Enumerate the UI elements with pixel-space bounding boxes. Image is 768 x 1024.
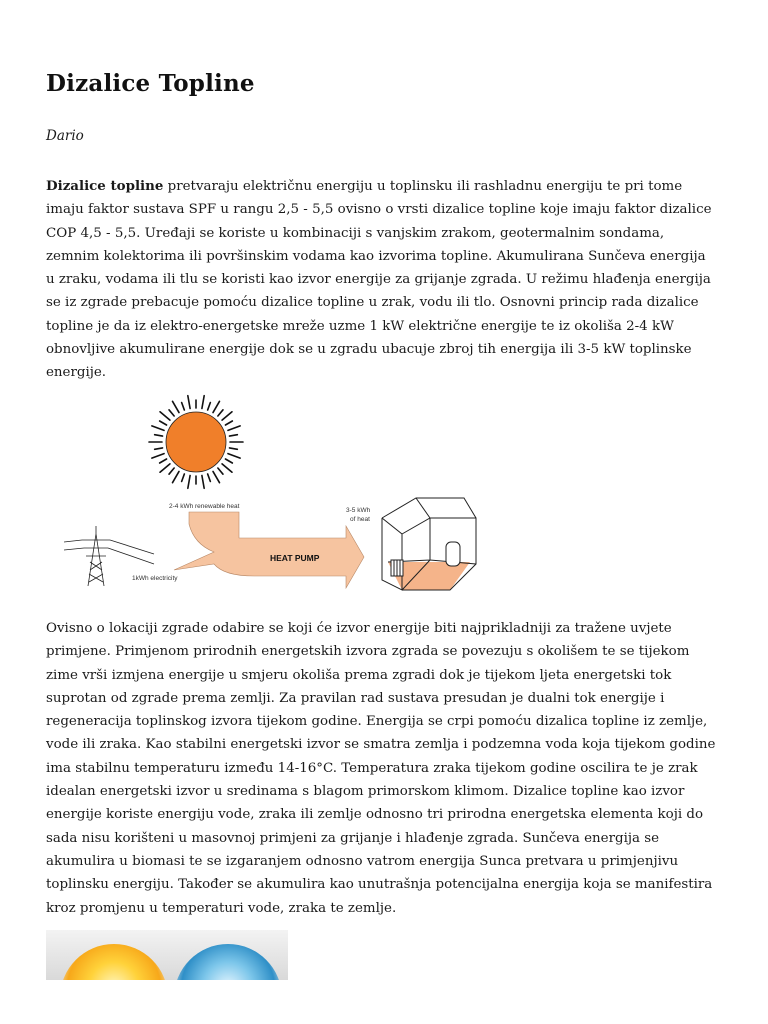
sun-ray <box>182 403 185 411</box>
sun-ray <box>173 401 180 412</box>
body-line: vode ili zraka. Kao stabilni energetski izvor se smatra zemlja i podzemna voda koja tijekom godine <box>46 737 716 753</box>
body-paragraph <box>46 617 722 920</box>
sun-ray <box>225 459 232 463</box>
elements-image <box>46 930 288 980</box>
body-line: idealan energetski izvor u sredinama s blagom primorskom klimom. Dizalice topline kao izvor <box>46 784 685 800</box>
intro-line: topline je da iz elektro-energetske mreže uzme 1 kW električne energije te iz okoliša 2-4 kW <box>46 318 674 334</box>
sun-ray <box>155 435 163 436</box>
house-icon <box>382 498 476 590</box>
page-title: Dizalice Topline <box>46 70 255 97</box>
sun-ray <box>160 464 170 472</box>
intro-line: se iz zgrade prebacuje pomoću dizalice topline u zrak, vodu ili tlo. Osnovni princip rada dizalice <box>46 295 699 311</box>
sun-ray <box>152 426 164 430</box>
heat-output-label-line2: of heat <box>350 516 370 523</box>
intro-line: zemnim kolektorima ili površinskim vodama kao izvorima topline. Akumulirana Sunčeva energija <box>46 248 706 264</box>
sun-ray <box>228 454 240 458</box>
intro-paragraph <box>46 175 722 385</box>
body-line: energije koriste energiju vode, zraka ili zemlje odnosno tri prirodna energetska elementa koji do <box>46 807 704 823</box>
intro-line-text: pretvaraju električnu energiju u toplinsku ili rashladnu energiju te pri tome <box>163 179 683 194</box>
sun-ray <box>225 421 232 425</box>
author-name: Dario <box>46 128 84 144</box>
intro-line <box>46 175 722 198</box>
intro-line: imaju faktor sustava SPF u rangu 2,5 - 5,5 ovisno o vrsti dizalice topline koje imaju faktor dizalice <box>46 202 712 218</box>
sun-ray <box>169 468 174 474</box>
body-line: regeneracija toplinskog izvora tijekom godine. Energija se crpi pomoću dizalica topline iz zemlje, <box>46 714 708 730</box>
body-line: primjene. Primjenom prirodnih energetskih izvora zgrada se povezuju s okolišem te se tijekom <box>46 644 690 660</box>
sun-ray <box>218 410 223 416</box>
body-line: ima stabilnu temperaturu između 14-16°C. Temperatura zraka tijekom godine oscilira te je zrak <box>46 760 698 776</box>
heat-pump-label: HEAT PUMP <box>270 553 320 563</box>
sun-ray <box>208 403 211 411</box>
sun-ray <box>155 448 163 449</box>
sun-ray <box>160 412 170 420</box>
sun-ray <box>218 468 223 474</box>
sun-ray <box>188 396 190 409</box>
sun-ray <box>228 426 240 430</box>
body-line: suprotan od zgrade prema zemlji. Za pravilan rad sustava presudan je dualni tok energije i <box>46 690 665 706</box>
body-line: toplinsku energiju. Također se akumulira kao unutrašnja potencijalna energija koja se manifestira <box>46 877 713 893</box>
body-line: sada nisu korišteni u masovnoj primjeni za grijanje i hlađenje zgrada. Sunčeva energija se <box>46 830 660 846</box>
sun-ray <box>169 410 174 416</box>
body-line: zime vrši izmjena energije u smjeru okoliša prema zgradi dok je tijekom ljeta energetski tok <box>46 667 672 683</box>
intro-line: obnovljive akumulirane energije dok se u zgradu ubacuje zbroj tih energija ili 3-5 kW toplinske <box>46 342 692 358</box>
intro-line: energije. <box>46 365 107 381</box>
electricity-label: 1kWh electricity <box>132 575 178 582</box>
sun-ray <box>213 471 220 482</box>
sun-ray <box>202 396 204 409</box>
sun-ray <box>173 471 180 482</box>
sun-ray <box>213 401 220 412</box>
sun-ray <box>229 435 237 436</box>
sun-ray <box>208 474 211 482</box>
heat-output-label-line1: 3-5 kWh <box>346 507 371 514</box>
intro-line: COP 4,5 - 5,5. Uređaji se koriste u kombinaciji s vanjskim zrakom, geotermalnim sondama, <box>46 225 665 241</box>
fire-orb-image <box>60 944 168 980</box>
renewable-heat-label: 2-4 kWh renewable heat <box>169 503 240 510</box>
sun-ray <box>152 454 164 458</box>
sun-ray <box>160 459 167 463</box>
sun-ray <box>188 475 190 488</box>
sun-ray <box>229 448 237 449</box>
sun-ray <box>182 474 185 482</box>
intro-line: u zraku, vodama ili tlu se koristi kao izvor energije za grijanje zgrada. U režimu hlađenja energija <box>46 272 711 288</box>
sun-ray <box>160 421 167 425</box>
body-line: Ovisno o lokaciji zgrade odabire se koji će izvor energije biti najprikladniji za tražene uvjete <box>46 621 672 636</box>
sun-icon <box>149 396 243 489</box>
water-orb-image <box>174 944 282 980</box>
heat-pump-arrow <box>174 512 364 588</box>
intro-bold-term: Dizalice topline <box>46 178 164 194</box>
body-line: akumulira u biomasi te se izgaranjem odnosno vatrom energija Sunca pretvara u primjenjivu <box>46 853 679 869</box>
sun-ray <box>222 412 232 420</box>
sun-ray <box>202 475 204 488</box>
sun-ray <box>222 464 232 472</box>
heat-pump-diagram <box>64 394 494 604</box>
body-line: kroz promjenu u temperaturi vode, zraka te zemlje. <box>46 900 397 916</box>
